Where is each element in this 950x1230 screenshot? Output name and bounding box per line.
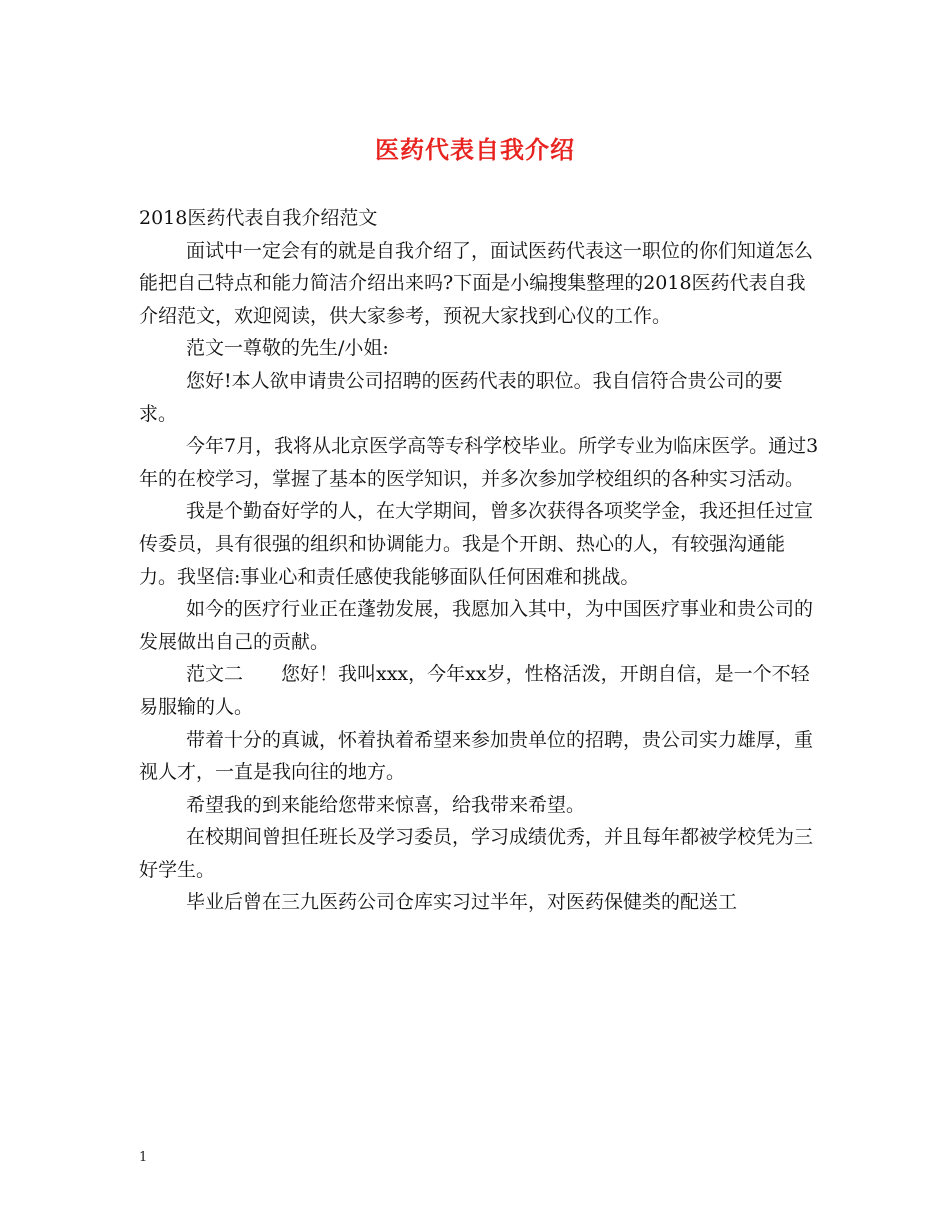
document-body xyxy=(139,202,819,919)
paragraph: 范文一尊敬的先生/小姐: xyxy=(186,337,389,360)
paragraph: 2018医药代表自我介绍范文 xyxy=(139,207,378,229)
document-title: 医药代表自我介绍 xyxy=(375,135,575,164)
paragraph: 毕业后曾在三九医药公司仓库实习过半年，对医药保健类的配送工 xyxy=(186,891,738,914)
page-number: 1 xyxy=(139,1150,148,1165)
paragraph: 在校期间曾担任班长及学习委员，学习成绩优秀，并且每年都被学校凭为三好学生。 xyxy=(139,826,814,881)
paragraph: 希望我的到来能给您带来惊喜，给我带来希望。 xyxy=(186,793,586,816)
paragraph: 您好!本人欲申请贵公司招聘的医药代表的职位。我自信符合贵公司的要求。 xyxy=(139,369,783,425)
paragraph: 面试中一定会有的就是自我介绍了，面试医药代表这一职位的你们知道怎么能把自己特点和能力简洁介绍出来吗?下面是小编搜集整理的2018医药代表自我介绍范文，欢迎阅读，供大家参考，预祝大家找到心仪的工作。 xyxy=(139,239,814,327)
paragraph: 带着十分的真诚，怀着执着希望来参加贵单位的招聘，贵公司实力雄厚，重视人才，一直是我向往的地方。 xyxy=(139,728,814,784)
paragraph: 如今的医疗行业正在蓬勃发展，我愿加入其中，为中国医疗事业和贵公司的发展做出自己的贡献。 xyxy=(139,598,814,653)
paragraph: 今年7月，我将从北京医学高等专科学校毕业。所学专业为临床医学。通过3年的在校学习，掌握了基本的医学知识，并多次参加学校组织的各种实习活动。 xyxy=(139,435,819,490)
paragraph: 范文二 您好！我叫xxx，今年xx岁，性格活泼，开朗自信，是一个不轻易服输的人。 xyxy=(139,663,810,718)
paragraph: 我是个勤奋好学的人，在大学期间，曾多次获得各项奖学金，我还担任过宣传委员，具有很强的组织和协调能力。我是个开朗、热心的人，有较强沟通能力。我坚信:事业心和责任感使我能够面队任何困难和挑战。 xyxy=(139,500,814,588)
